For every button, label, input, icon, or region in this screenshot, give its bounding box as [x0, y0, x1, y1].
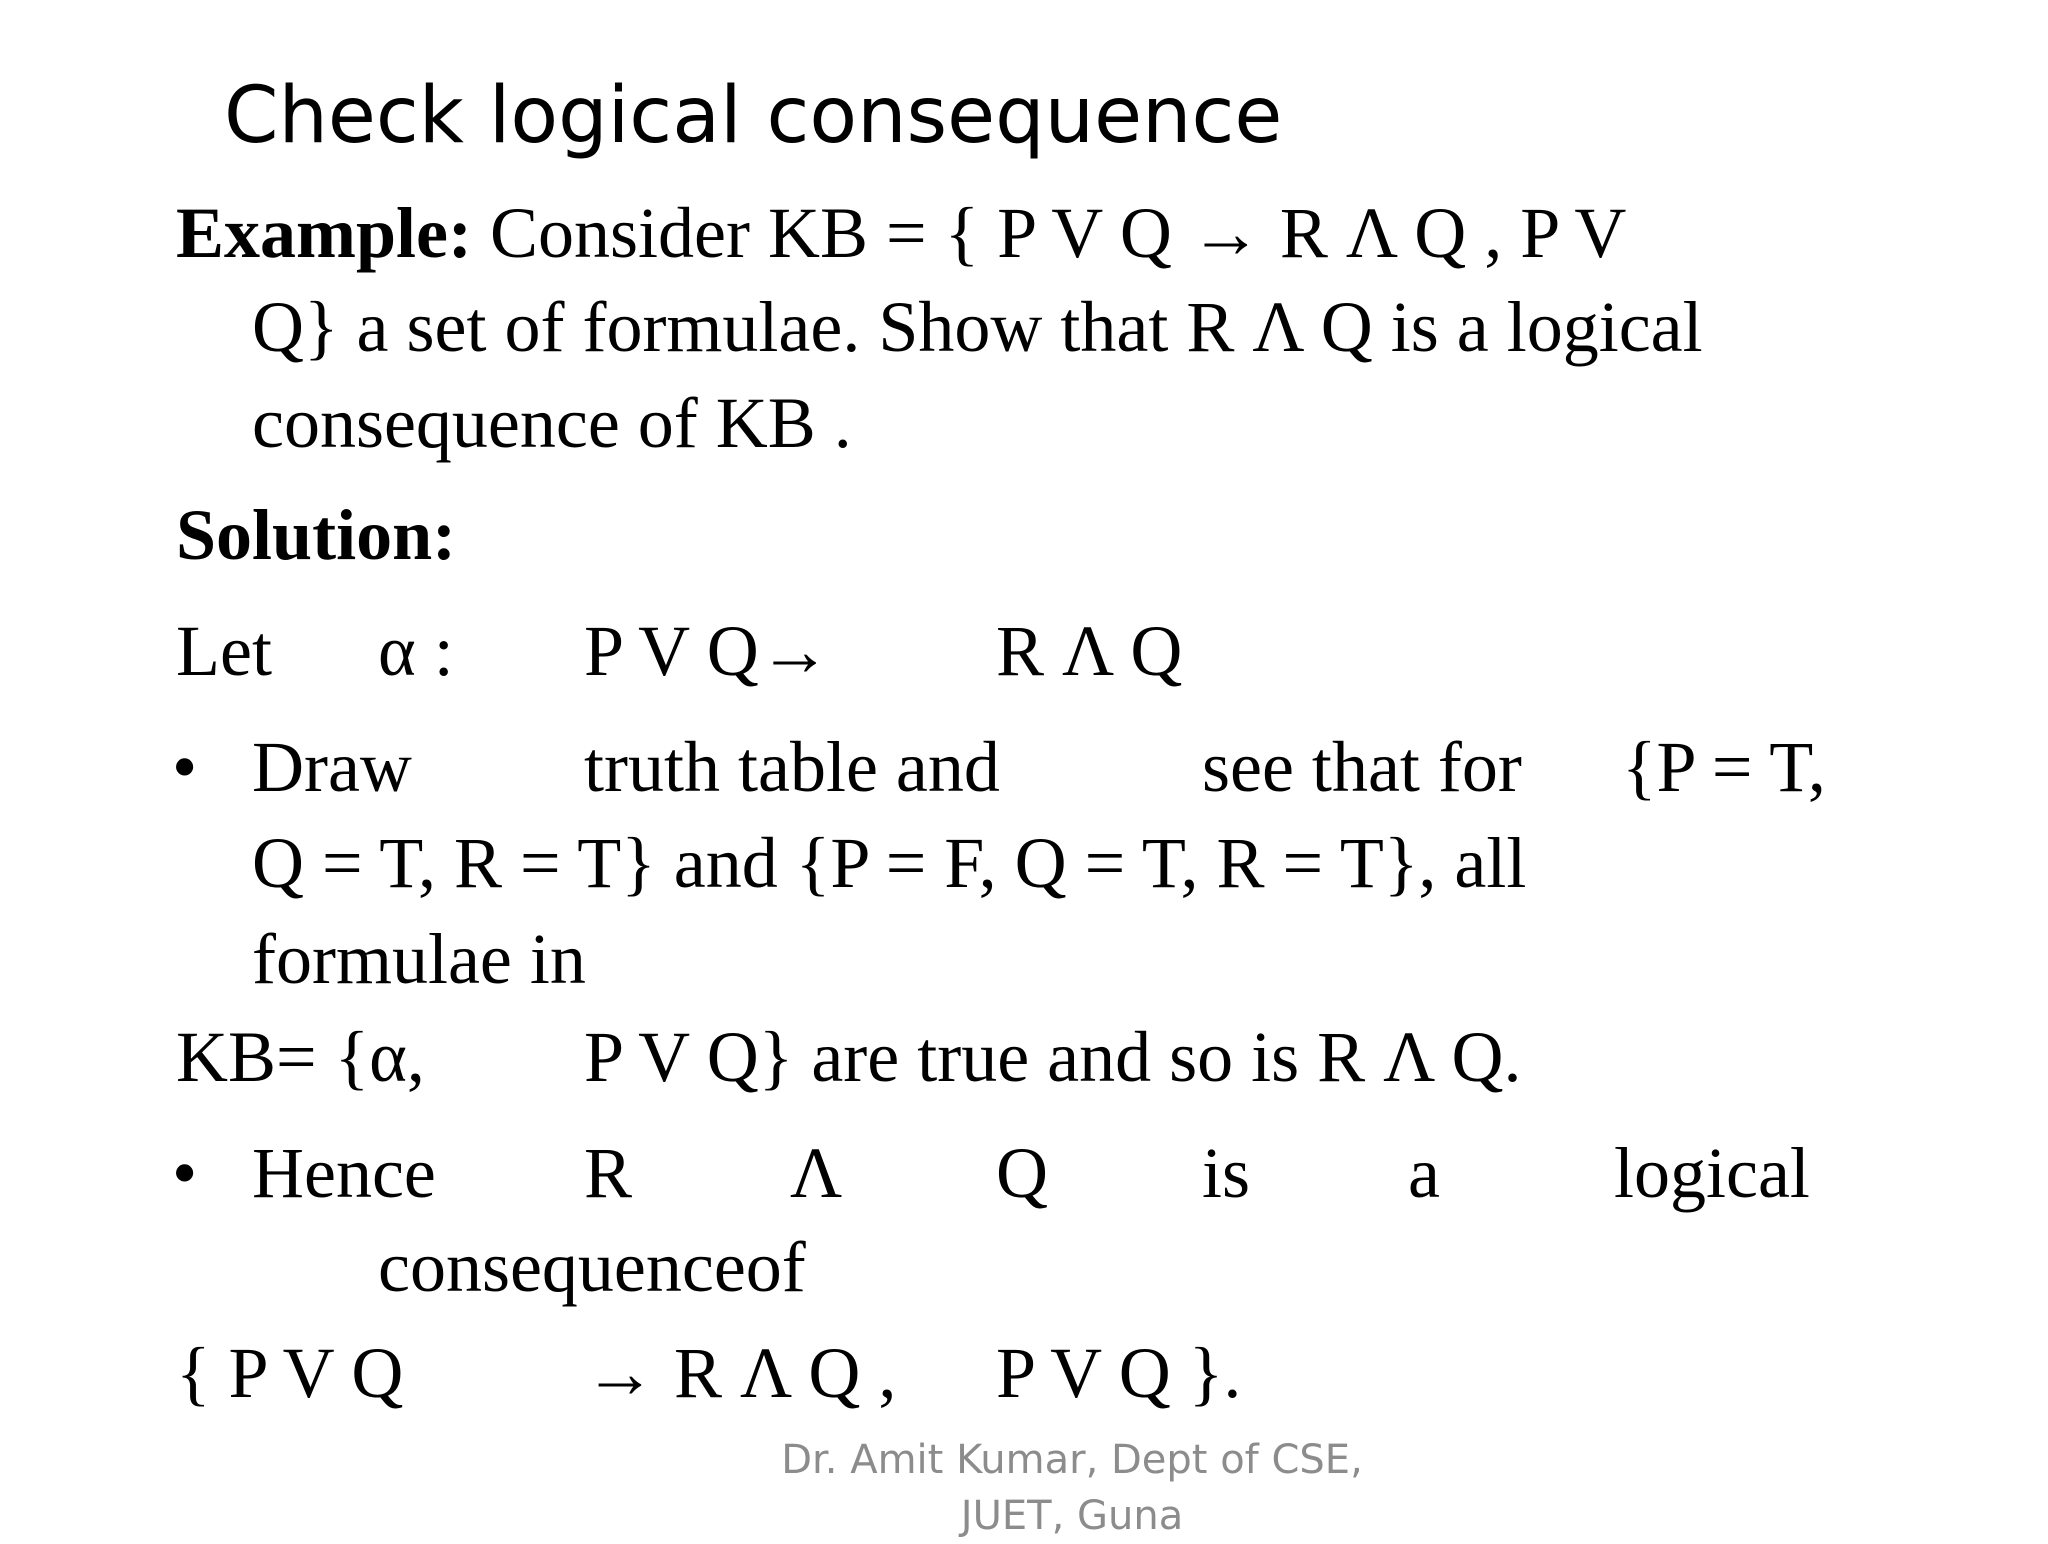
- let-word: Let: [176, 611, 272, 691]
- solution-label-text: Solution:: [176, 495, 457, 575]
- bullet-1-marker: •: [172, 727, 198, 807]
- bullet-2-word: logical: [1614, 1133, 1810, 1213]
- alpha-symbol: α :: [378, 611, 454, 691]
- footer-line-2: JUET, Guna: [960, 1493, 1184, 1539]
- bullet-2-word: Hence: [252, 1133, 436, 1213]
- footer-line-1: Dr. Amit Kumar, Dept of CSE,: [781, 1437, 1363, 1483]
- example-label: Example:: [176, 193, 472, 273]
- bullet-1-line-2: Q = T, R = T} and {P = F, Q = T, R = T}, all: [252, 823, 1527, 903]
- bullet-2-word: is: [1202, 1133, 1251, 1213]
- example-line-1: [176, 188, 1626, 278]
- bullet-2-word: Q: [996, 1133, 1048, 1213]
- bullet-2-word: a: [1408, 1133, 1440, 1213]
- bullet-1-assign: {P = T,: [1622, 727, 1826, 807]
- kb-rest: P V Q} are true and so is R Λ Q.: [584, 1017, 1522, 1097]
- final-part-3: P V Q }.: [996, 1333, 1242, 1413]
- example-text-1: Consider KB = { P V Q → R Λ Q , P V: [471, 193, 1627, 273]
- bullet-1-draw: Draw: [252, 727, 412, 807]
- bullet-1-see: see that for: [1202, 727, 1522, 807]
- bullet-2-marker: •: [172, 1133, 198, 1213]
- example-line-2: Q} a set of formulae. Show that R Λ Q is a logical: [252, 287, 1703, 367]
- bullet-2-word: R: [584, 1133, 633, 1213]
- let-raq: R Λ Q: [996, 611, 1183, 691]
- slide-title: Check logical consequence: [224, 71, 1283, 161]
- bullet-1-line-3: formulae in: [252, 919, 586, 999]
- bullet-1-truth-table: truth table and: [584, 727, 1000, 807]
- kb-label: KB= {α,: [176, 1017, 425, 1097]
- final-part-2: → R Λ Q ,: [584, 1333, 897, 1413]
- bullet-2-line-2: consequenceof: [378, 1227, 806, 1307]
- example-line-3: consequence of KB .: [252, 383, 852, 463]
- final-part-1: { P V Q: [176, 1333, 404, 1413]
- solution-label: [176, 490, 456, 580]
- bullet-2-word: Λ: [790, 1133, 843, 1213]
- let-pvq: P V Q→: [584, 611, 831, 691]
